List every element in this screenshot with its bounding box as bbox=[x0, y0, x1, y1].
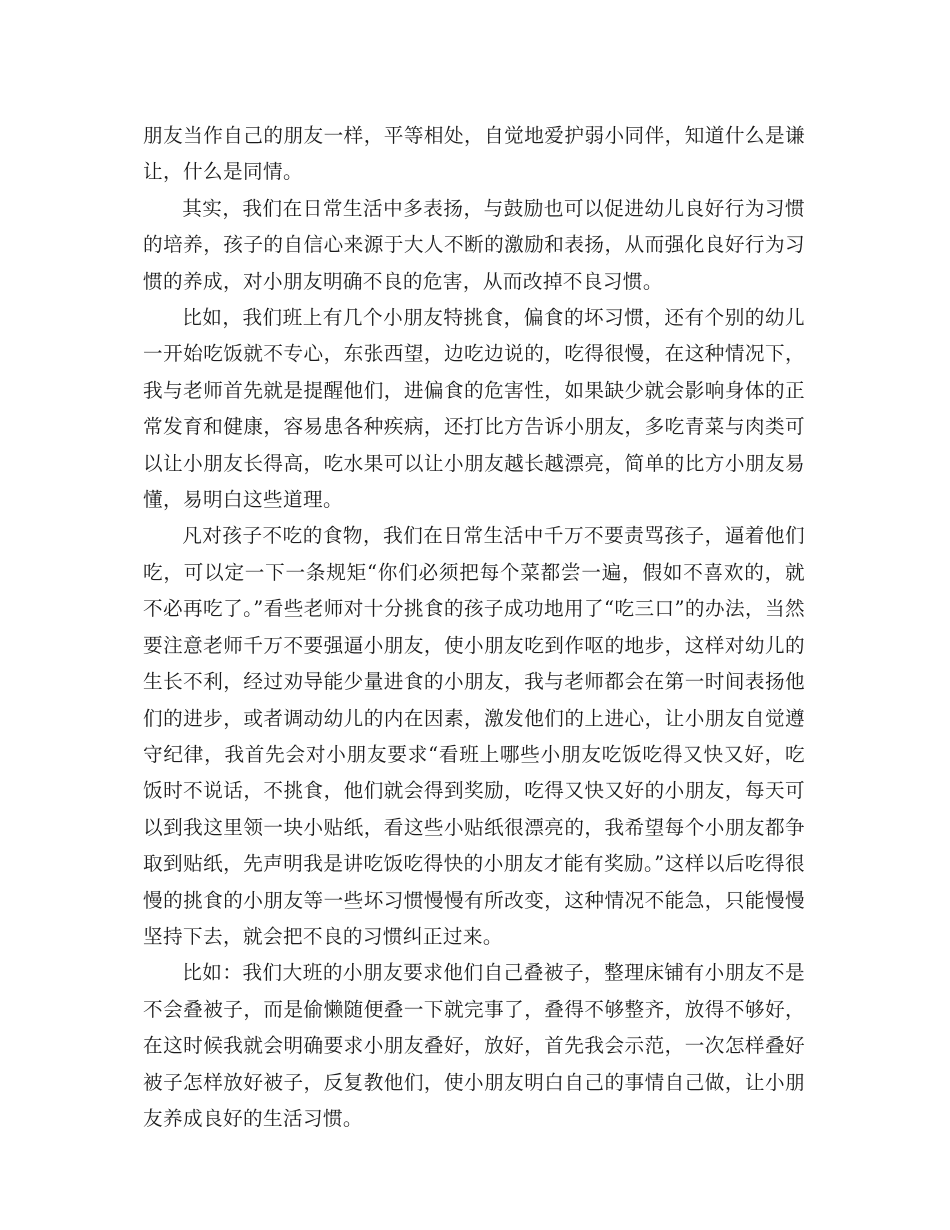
document-body bbox=[143, 118, 805, 1137]
paragraph-3: 比如，我们班上有几个小朋友特挑食，偏食的坏习惯，还有个别的幼儿一开始吃饭就不专心，东张西望，边吃边说的，吃得很慢，在这种情况下，我与老师首先就是提醒他们，进偏食的危害性，如果缺少就会影响身体的正常发育和健康，容易患各种疾病，还打比方告诉小朋友，多吃青菜与肉类可以让小朋友长得高，吃水果可以让小朋友越长越漂亮，简单的比方小朋友易懂，易明白这些道理。 bbox=[143, 306, 805, 512]
paragraph-2: 其实，我们在日常生活中多表扬，与鼓励也可以促进幼儿良好行为习惯的培养，孩子的自信心来源于大人不断的激励和表扬，从而强化良好行为习惯的养成，对小朋友明确不良的危害，从而改掉不良习惯。 bbox=[143, 196, 805, 293]
paragraph-4: 凡对孩子不吃的食物，我们在日常生活中千万不要责骂孩子，逼着他们吃，可以定一下一条规矩“你们必须把每个菜都尝一遍，假如不喜欢的，就不必再吃了。”看些老师对十分挑食的孩子成功地用了“吃三口”的办法，当然要注意老师千万不要强逼小朋友，使小朋友吃到作呕的地步，这样对幼儿的生长不利，经过劝导能少量进食的小朋友，我与老师都会在第一时间表扬他们的进步，或者调动幼儿的内在因素，激发他们的上进心，让小朋友自觉遵守纪律，我首先会对小朋友要求“看班上哪些小朋友吃饭吃得又快又好，吃饭时不说话，不挑食，他们就会得到奖励，吃得又快又好的小朋友，每天可以到我这里领一块小贴纸，看这些小贴纸很漂亮的，我希望每个小朋友都争取到贴纸，先声明我是讲吃饭吃得快的小朋友才能有奖励。”这样以后吃得很慢的挑食的小朋友等一些坏习惯慢慢有所改变，这种情况不能急，只能慢慢坚持下去，就会把不良的习惯纠正过来。 bbox=[143, 524, 805, 948]
paragraph-5: 比如：我们大班的小朋友要求他们自己叠被子，整理床铺有小朋友不是不会叠被子，而是偷懒随便叠一下就完事了，叠得不够整齐，放得不够好，在这时候我就会明确要求小朋友叠好，放好，首先我会示范，一次怎样叠好被子怎样放好被子，反复教他们，使小朋友明白自己的事情自己做，让小朋友养成良好的生活习惯。 bbox=[143, 961, 805, 1130]
paragraph-1: 朋友当作自己的朋友一样，平等相处，自觉地爱护弱小同伴，知道什么是谦让，什么是同情。 bbox=[143, 124, 805, 184]
